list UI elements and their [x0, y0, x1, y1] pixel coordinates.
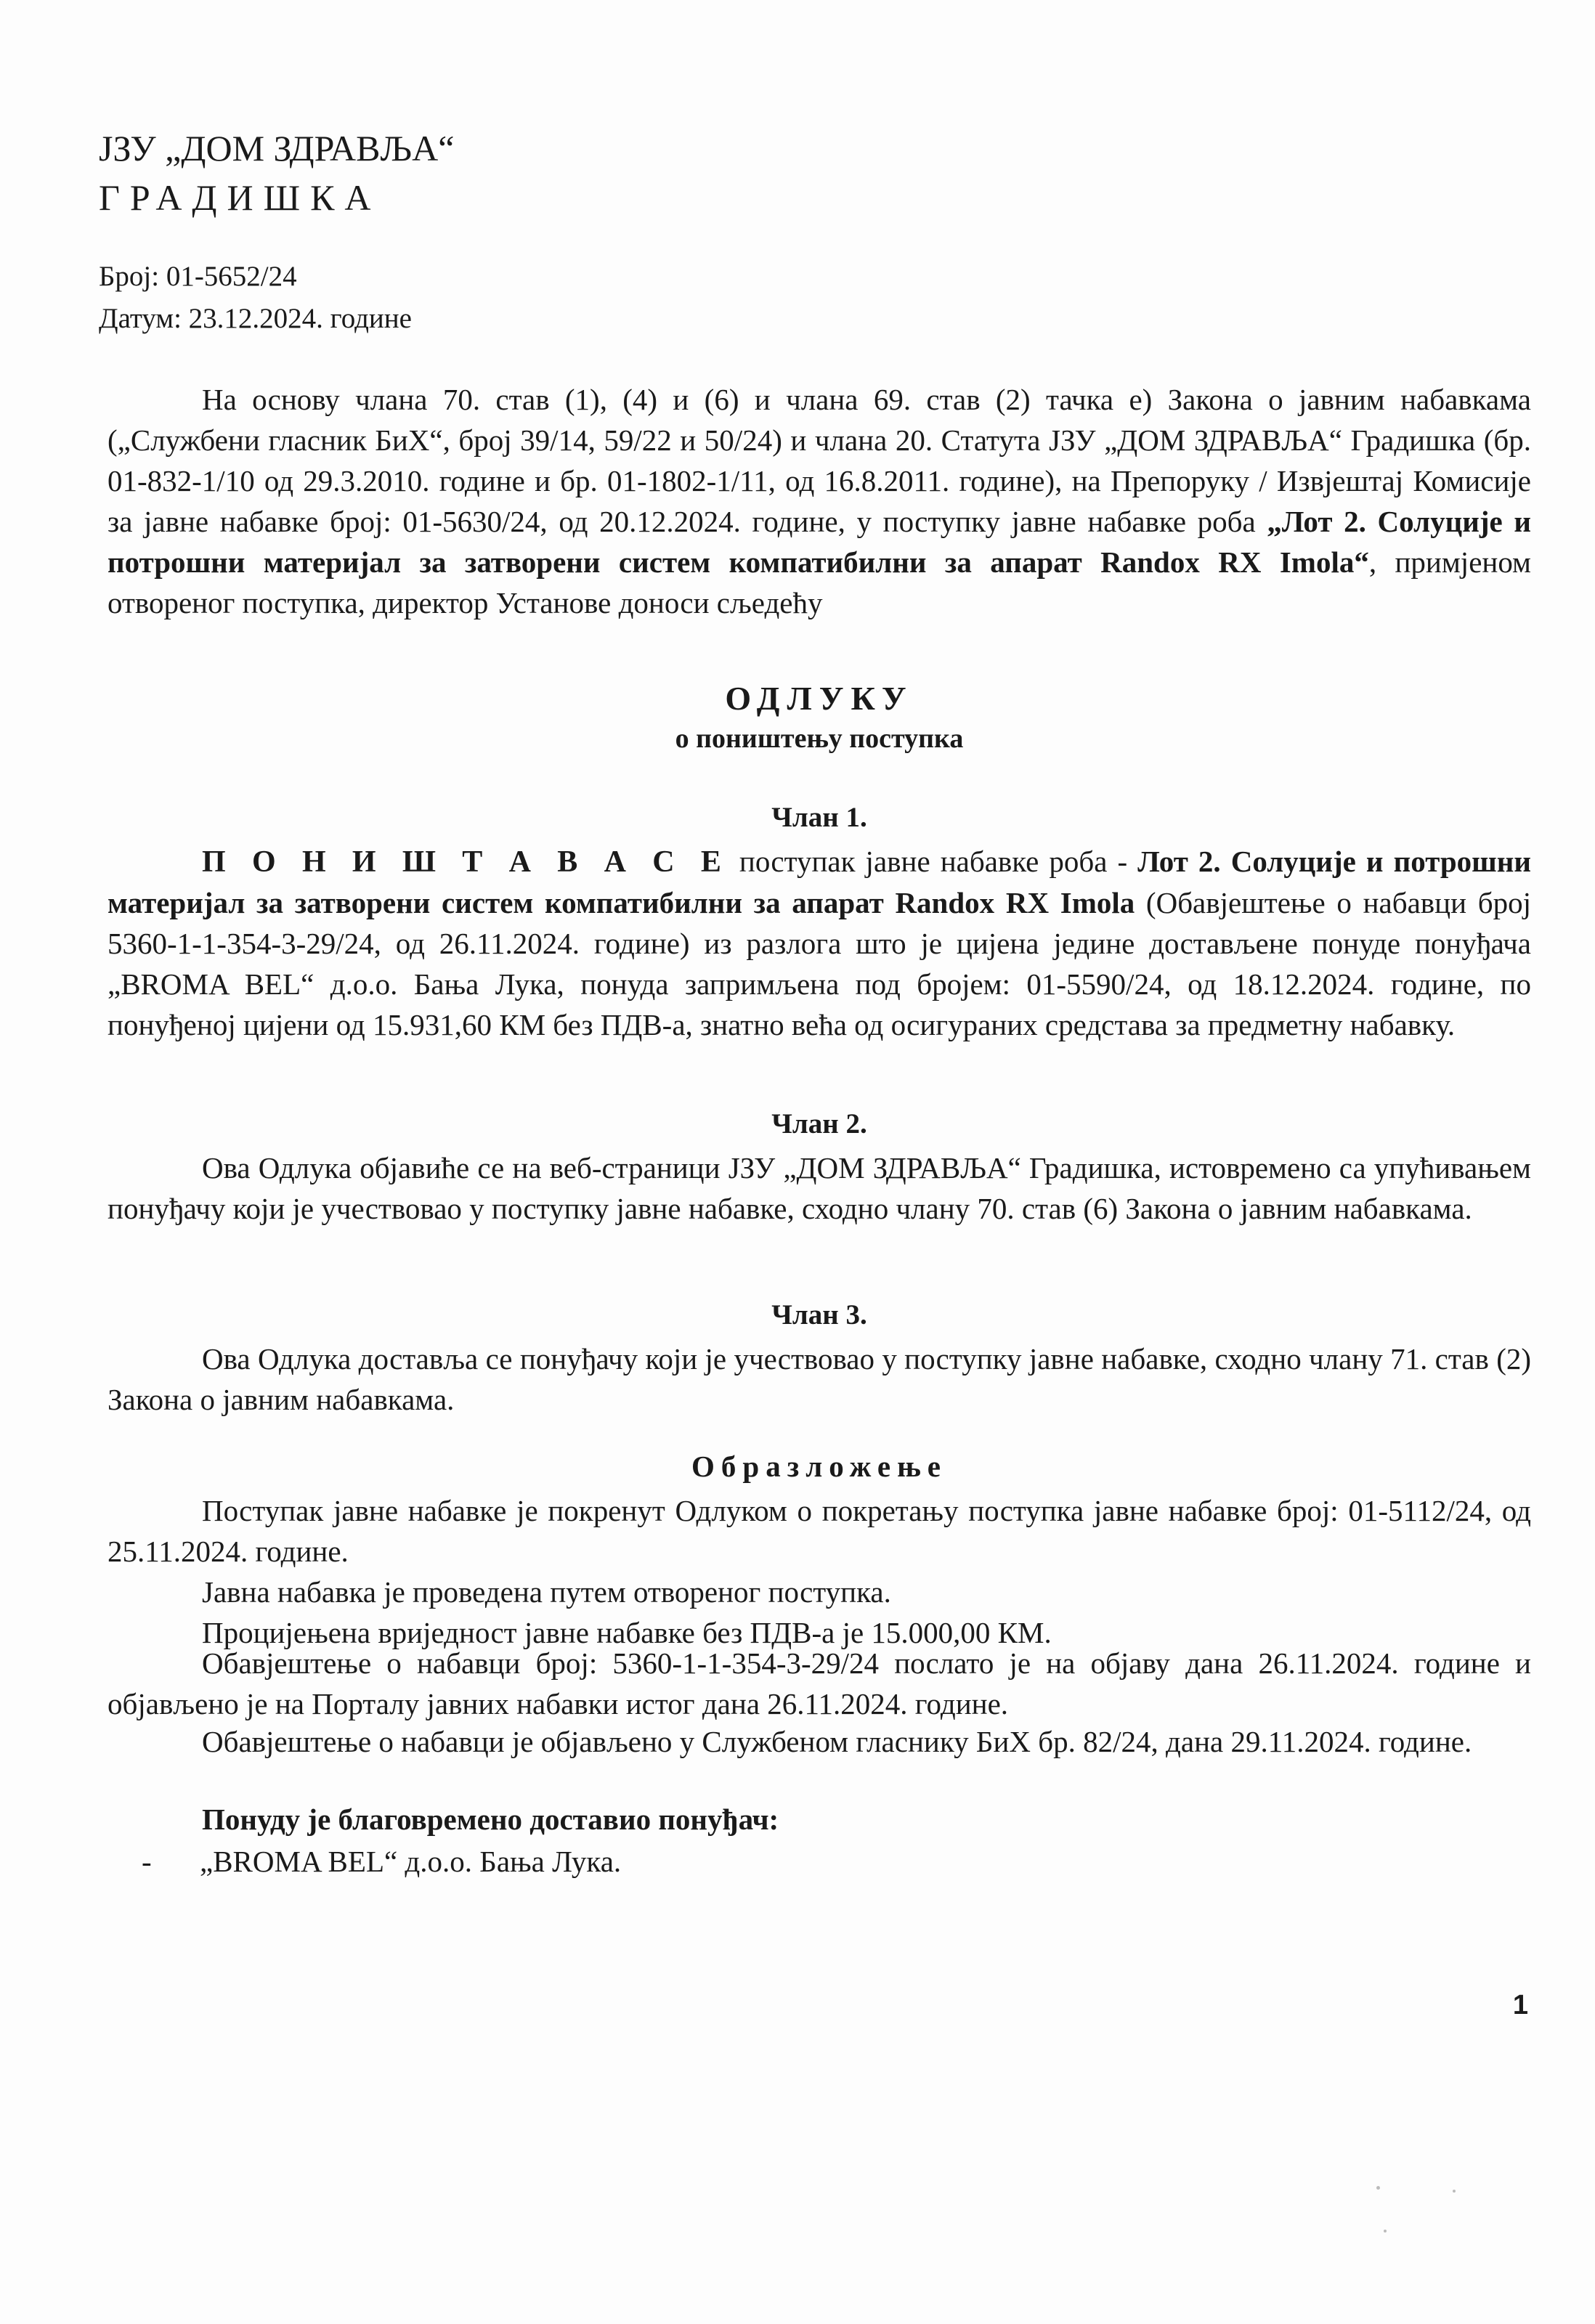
intro-paragraph [107, 379, 1531, 623]
document-number: Број: 01-5652/24 [99, 261, 297, 292]
article-1-text [107, 841, 1531, 1045]
intro-text-end: , примјеном отвореног поступка, директор Установе доноси сљедећу [107, 545, 1532, 619]
article-2-heading: Члан 2. [771, 1108, 867, 1139]
decision-title: ОДЛУКУ [725, 680, 914, 717]
document-date: Датум: 23.12.2024. године [99, 303, 412, 334]
article-1-text-a: поступак јавне набавке роба - [728, 845, 1138, 878]
page-number: 1 [1512, 1990, 1528, 2020]
institution-header [99, 123, 454, 222]
reasoning-title: Образложење [691, 1450, 947, 1483]
bidder-name: „BROMA BEL“ д.о.о. Бања Лука. [200, 1845, 622, 1878]
article-2-text: Ова Одлука објавиће се на веб-страници ЈЗУ „ДОМ ЗДРАВЉА“ Градишка, истовремено са упућивањем понуђачу који је учествовао у поступку јавне набавке, сходно члану 70. став (6) Закона о јавним набавкама. [107, 1151, 1531, 1225]
reasoning-paragraph-1: Поступак јавне набавке је покренут Одлуком о покретању поступка јавне набавке број: 01-5112/24, од 25.11.2024. године. [107, 1494, 1531, 1568]
institution-city: ГРАДИШКА [99, 177, 381, 218]
bidder-heading [107, 1799, 1531, 1840]
bidder-list-item [142, 1841, 621, 1882]
reasoning-paragraph-5: Обавјештење о набавци је објављено у Службеном гласнику БиХ бр. 82/24, дана 29.11.2024. године. [202, 1725, 1472, 1758]
reasoning-paragraph-3: Процијењена вриједност јавне набавке без ПДВ-а је 15.000,00 КМ. [202, 1616, 1052, 1649]
article-1-annul: П О Н И Ш Т А В А С Е [202, 845, 729, 879]
article-1-lot-title: Лот 2. Солуције и потрошни материјал за затворени систем компатибилни за апарат Randox RX Imola [107, 845, 1531, 919]
list-dash: - [142, 1845, 152, 1878]
intro-text: На основу члана 70. став (1), (4) и (6) и члана 69. став (2) тачка е) Закона о јавним набавкама („Службени гласник БиХ“, број 39/14, 59/22 и 50/24) и члана 20. Статута ЈЗУ „ДОМ ЗДРАВЉА“ Градишка (бр. 01-832-1/10 од 29.3.2010. године и бр. 01-1802-1/11, од 16.8.2011. године), на Препоруку / Извјештај Комисије за јавне набавке број: 01-5630/24, од 20.12.2024. године, у поступку јавне набавке роба [107, 383, 1531, 538]
reasoning-paragraph-2: Јавна набавка је проведена путем отвореног поступка. [202, 1575, 891, 1609]
article-3-heading: Члан 3. [771, 1299, 867, 1330]
bidder-heading-text: Понуду је благовремено доставио понуђач: [202, 1803, 779, 1836]
decision-subtitle: о поништењу поступка [675, 723, 964, 754]
article-3-text: Ова Одлука доставља се понуђачу који је учествовао у поступку јавне набавке, сходно члану 71. став (2) Закона о јавним набавкама. [107, 1342, 1531, 1416]
scan-speck [1453, 2190, 1456, 2193]
intro-lot-title: „Лот 2. Солуције и потрошни материјал за затворени систем компатибилни за апарат Randox RX Imola“ [107, 505, 1531, 579]
scan-speck [1376, 2186, 1380, 2190]
scan-speck [1384, 2230, 1387, 2232]
article-1-heading: Члан 1. [771, 802, 867, 833]
article-1-text-b: (Обавјештење о набавци број 5360-1-1-354-3-29/24, од 26.11.2024. године) из разлога што је цијена једине достављене понуде понуђача „BROMA BEL“ д.о.о. Бања Лука, понуда запримљена под бројем: 01-5590/24, од 18.12.2024. године, по понуђеној цијени од 15.931,60 КМ без ПДВ-а, знатно већа од осигураних средстава за предметну набавку. [107, 886, 1531, 1041]
document-meta [99, 256, 412, 340]
reasoning-paragraph-4: Обавјештење о набавци број: 5360-1-1-354-3-29/24 послато је на објаву дана 26.11.2024. године и објављено је на Порталу јавних набавки истог дана 26.11.2024. године. [107, 1646, 1531, 1720]
institution-name: ЈЗУ „ДОМ ЗДРАВЉА“ [99, 128, 455, 168]
